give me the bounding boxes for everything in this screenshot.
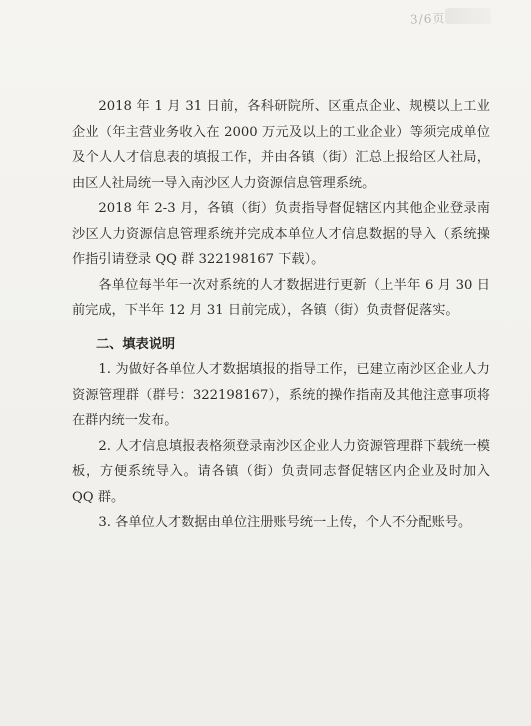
list-item: 1. 为做好各单位人才数据填报的指导工作，已建立南沙区企业人力资源管理群（群号：322198167），系统的操作指南及其他注意事项将在群内统一发布。	[72, 362, 490, 428]
page-number-stamp: 3/6页	[409, 11, 446, 27]
list-item: 2. 人才信息填报表格须登录南沙区企业人力资源管理群下载统一模板，方便系统导入。请各镇（街）负责同志督促辖区内企业及时加入 QQ 群。	[72, 438, 490, 505]
paragraph-deadline-feb-mar: 2018 年 2-3 月，各镇（街）负责指导督促辖区内其他企业登录南沙区人力资源信息管理系统并完成本单位人才信息数据的导入（系统操作指引请登录 QQ 群 322198167 下载）。	[72, 201, 490, 267]
paragraph-semiannual-update: 各单位每半年一次对系统的人才数据进行更新（上半年 6 月 30 日前完成，下半年 12 月 31 日前完成），各镇（街）负责督促落实。	[72, 277, 490, 318]
page-stamp-mark	[445, 8, 491, 24]
section-heading: 二、填表说明	[96, 336, 176, 352]
paragraph-deadline-jan: 2018 年 1 月 31 日前，各科研院所、区重点企业、规模以上工业企业（年主营业务收入在 2000 万元及以上的工业企业）等须完成单位及个人人才信息表的填报工作，并由各镇（街）汇总上报给区人社局，由区人社局统一导入南沙区人力资源信息管理系统。	[72, 99, 490, 191]
list-item: 3. 各单位人才数据由单位注册账号统一上传，个人不分配账号。	[98, 515, 472, 530]
document-body	[72, 94, 490, 536]
